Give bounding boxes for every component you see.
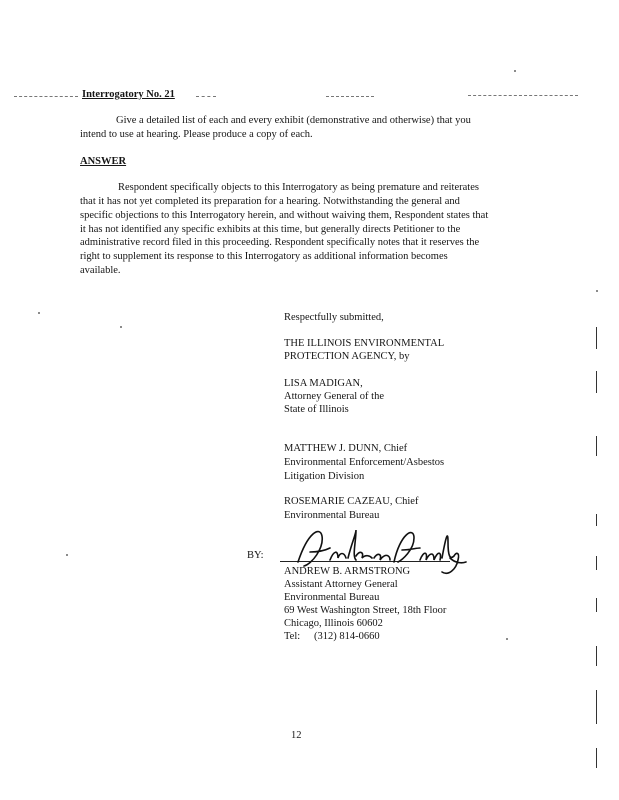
closing-text: Respectfully submitted, xyxy=(284,312,384,323)
answer-line-4: it has not identified any specific exhibits at this time, but generally directs Petitioner to the xyxy=(80,224,461,235)
scan-speck xyxy=(506,638,508,640)
scan-artifact xyxy=(468,95,578,96)
page-number: 12 xyxy=(291,730,302,741)
scan-edge-mark xyxy=(596,598,597,612)
agency-line-1: THE ILLINOIS ENVIRONMENTAL xyxy=(284,338,445,349)
tel-value: (312) 814-0660 xyxy=(314,631,380,642)
agency-line-2: PROTECTION AGENCY, by xyxy=(284,351,410,362)
chief1-line-1: MATTHEW J. DUNN, Chief xyxy=(284,443,408,454)
chief2-line-1: ROSEMARIE CAZEAU, Chief xyxy=(284,496,419,507)
tel-label: Tel: xyxy=(284,631,301,642)
scan-edge-mark xyxy=(596,436,597,456)
signer-line-5: Chicago, Illinois 60602 xyxy=(284,618,383,629)
signer-line-1: ANDREW B. ARMSTRONG xyxy=(284,566,411,577)
answer-heading: ANSWER xyxy=(80,156,127,167)
question-line-2: intend to use at hearing. Please produce a copy of each. xyxy=(80,129,313,140)
signer-line-2: Assistant Attorney General xyxy=(284,579,398,590)
question-line-1: Give a detailed list of each and every exhibit (demonstrative and otherwise) that you xyxy=(116,115,471,126)
signer-line-3: Environmental Bureau xyxy=(284,592,380,603)
scan-speck xyxy=(120,326,122,328)
scan-edge-mark xyxy=(596,690,597,724)
chief2-line-2: Environmental Bureau xyxy=(284,510,380,521)
scan-speck xyxy=(596,290,598,292)
ag-line-3: State of Illinois xyxy=(284,404,349,415)
scan-edge-mark xyxy=(596,556,597,570)
answer-line-5: administrative record filed in this proceeding. Respondent specifically notes that it reserves the xyxy=(80,237,480,248)
scan-speck xyxy=(38,312,40,314)
ag-line-2: Attorney General of the xyxy=(284,391,385,402)
answer-line-3: specific objections to this Interrogatory herein, and without waiving them, Respondent states that xyxy=(80,210,489,221)
scan-edge-mark xyxy=(596,514,597,526)
scan-speck xyxy=(66,554,68,556)
scan-speck xyxy=(514,70,516,72)
answer-line-1: Respondent specifically objects to this Interrogatory as being premature and reiterates xyxy=(118,182,479,193)
scan-edge-mark xyxy=(596,327,597,349)
answer-line-7: available. xyxy=(80,265,121,276)
scan-edge-mark xyxy=(596,748,597,768)
scan-artifact xyxy=(326,96,374,97)
chief1-line-2: Environmental Enforcement/Asbestos xyxy=(284,457,445,468)
scan-edge-mark xyxy=(596,371,597,393)
scan-edge-mark xyxy=(596,646,597,666)
scan-artifact xyxy=(14,96,78,97)
answer-line-2: that it has not yet completed its preparation for a hearing. Notwithstanding the general and xyxy=(80,196,460,207)
ag-line-1: LISA MADIGAN, xyxy=(284,378,363,389)
signer-line-4: 69 West Washington Street, 18th Floor xyxy=(284,605,447,616)
interrogatory-heading: Interrogatory No. 21 xyxy=(82,89,175,100)
chief1-line-3: Litigation Division xyxy=(284,471,365,482)
by-label: BY: xyxy=(247,550,264,561)
answer-line-6: right to supplement its response to this Interrogatory as additional information becomes xyxy=(80,251,448,262)
scan-artifact xyxy=(196,96,216,97)
